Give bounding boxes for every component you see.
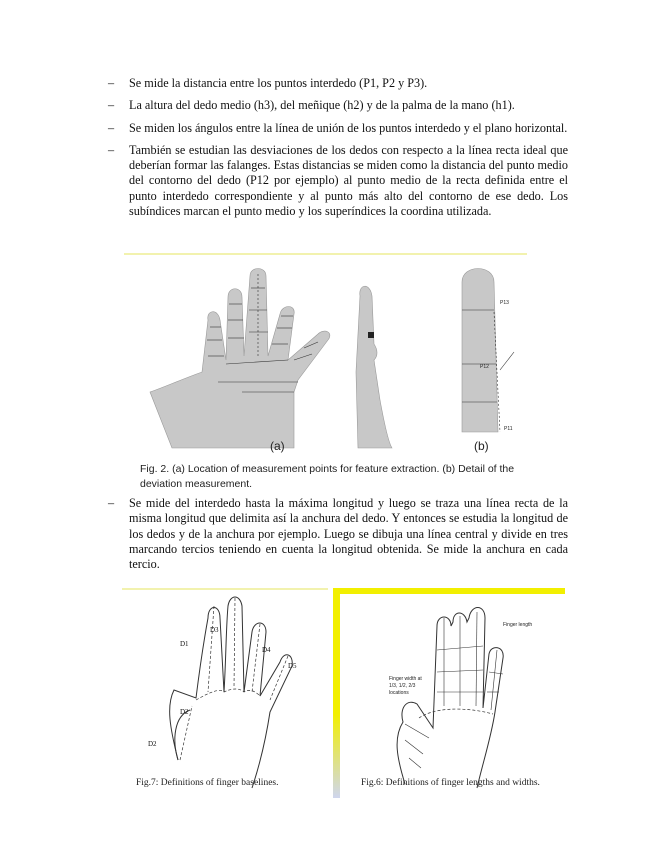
bullet-text: La altura del dedo medio (h3), del meñique (h2) y de la palma de la mano (h1).: [129, 98, 515, 113]
label-b: (b): [474, 439, 489, 453]
bullet-text: Se mide del interdedo hasta la máxima longitud y luego se traza una línea recta de la misma longitud que delimita así la anchura del dedo. Y entonces se estudia la longitud de los dedos y de la anchura por ejemplo. Luego se dibuja una línea central y divide en tres marcando tercios teniendo en cuenta la longitud obtenida. Se mide la anchura en cada tercio.: [129, 496, 568, 572]
label-finger-width-3: locations: [389, 690, 409, 696]
finger-side-view: [356, 286, 392, 448]
label-d2b: D2: [148, 740, 157, 748]
label-d4: D4: [262, 646, 271, 654]
label-d2: D2: [180, 708, 189, 716]
bullet-item: [108, 98, 568, 113]
mark-p13: P13: [500, 300, 509, 306]
figure-6: [333, 588, 565, 798]
bullet-dash: –: [108, 76, 115, 90]
bullet-dash: –: [108, 120, 115, 135]
bullet-dash: –: [108, 142, 115, 157]
baselines: [180, 598, 288, 760]
label-d5: D5: [288, 662, 297, 670]
figure-7-drawing: [120, 588, 332, 798]
figure-2-drawing: [122, 252, 532, 464]
caption-line: Fig. 2. (a) Location of measurement points for feature extraction. (b) Detail of the: [140, 463, 515, 475]
bullet-item: [108, 496, 568, 572]
bullet-text: Se mide la distancia entre los puntos interdedo (P1, P2 y P3).: [129, 76, 428, 90]
baseline: [419, 709, 493, 718]
hand-silhouette: [150, 269, 330, 449]
bullet-dash: –: [108, 98, 115, 113]
label-finger-width-2: 1/3, 1/2, 2/3: [389, 683, 416, 689]
caption-line: deviation measurement.: [140, 478, 253, 490]
hand-outline: [170, 597, 293, 788]
bullet-list-2: [108, 496, 568, 579]
figure-7: [120, 588, 332, 798]
label-d1: D1: [180, 640, 189, 648]
bullet-dash: –: [108, 496, 115, 510]
bullet-item: [108, 76, 568, 91]
bullet-item: [108, 143, 568, 219]
figure-2-caption: [140, 462, 532, 492]
mark-p11: P11: [504, 426, 513, 432]
label-d3: D3: [210, 626, 219, 634]
label-finger-width-1: Finger width at: [389, 676, 422, 682]
finger-marker: [368, 332, 374, 338]
figure-6-caption: Fig.6: Definitions of finger lengths and widths.: [361, 778, 540, 788]
label-a: (a): [270, 439, 285, 453]
bullet-item: [108, 121, 568, 136]
finger-detail: [462, 269, 498, 433]
figure-6-drawing: [333, 588, 565, 798]
figure-2: [122, 252, 532, 496]
mark-p12: P12: [480, 364, 489, 370]
hand-grid-outline: [397, 608, 503, 789]
bullet-text: Se miden los ángulos entre la línea de unión de los puntos interdedo y el plano horizontal.: [129, 120, 568, 135]
bullet-list: [108, 76, 568, 226]
figure-7-caption: Fig.7: Definitions of finger baselines.: [136, 778, 279, 788]
bullet-text: También se estudian las desviaciones de los dedos con respecto a la línea recta ideal que deberían formar las falanges. Estas distancias se miden como la distancia del punto medio del contorno del dedo (P12 por ejemplo) al punto medio de la recta definida entre el punto interdedo correspondiente y al punto más alto del contorno de ese dedo. Los subíndices marcan el punto medio y los superíndices la coordina utilizada.: [129, 142, 568, 219]
label-finger-length: Finger length: [503, 622, 533, 628]
